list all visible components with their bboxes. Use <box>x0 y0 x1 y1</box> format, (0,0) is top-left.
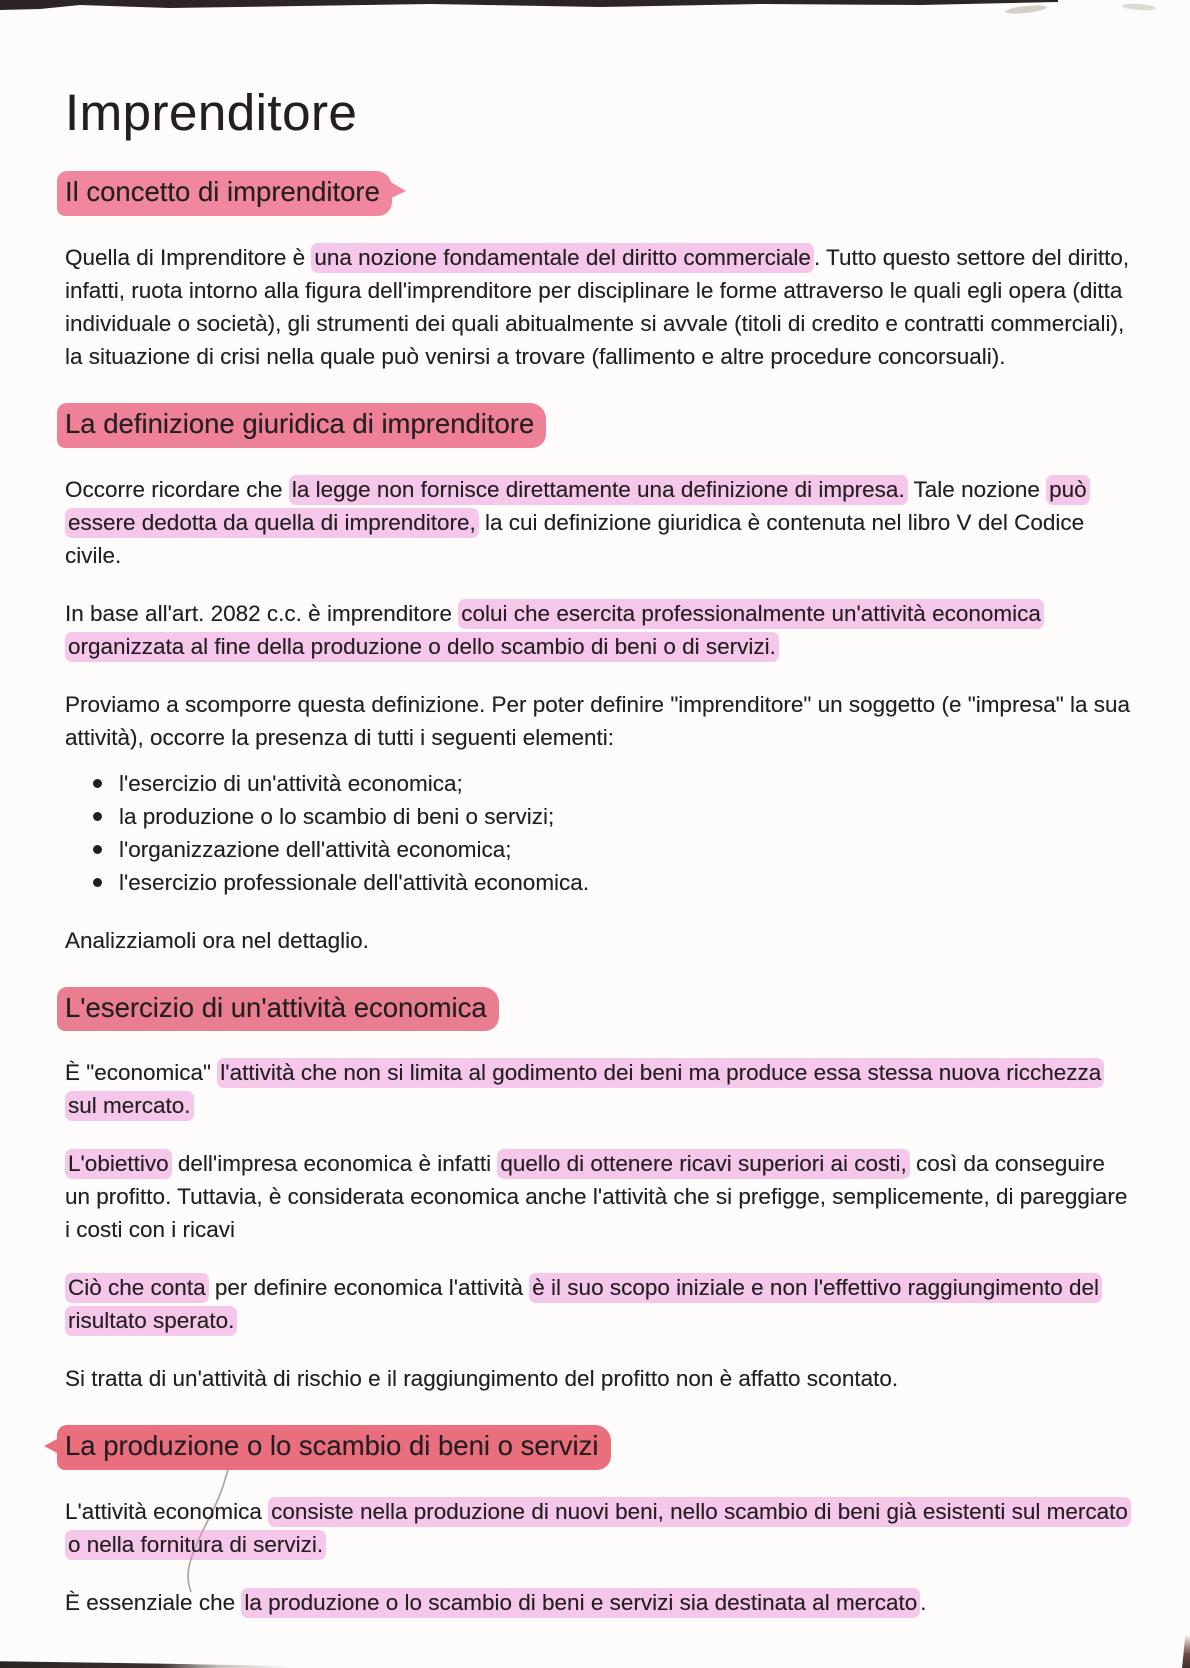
text-run: la cui definizione giuridica è contenuta nel libro V del Codice civile. <box>65 509 1085 568</box>
text-run: così da conseguire un profitto. Tuttavia, è considerata economica anche l'attività che si prefigge, semplicemente, di pareggiare i costi con i ricavi <box>65 1151 1128 1243</box>
highlighted-text: è il suo scopo iniziale e non l'effettivo raggiungimento del risultato sperato. <box>65 1273 1102 1336</box>
paragraph <box>65 1586 1131 1619</box>
paragraph <box>65 1362 1131 1395</box>
text-run: . Tutto questo settore del diritto, infatti, ruota intorno alla figura dell'imprenditore per disciplinare le forme attraverso le quali egli opera (ditta individuale o società), gli strumenti dei quali abitualmente si avvale (titoli di credito e contratti commerciali), la situazione di crisi nella quale può venirsi a trovare (fallimento e altre procedure concorsuali). <box>65 244 1130 369</box>
text-run: Occorre ricordare che <box>65 476 289 502</box>
paragraph <box>65 1271 1131 1337</box>
scan-edge-artifact-top <box>0 0 1058 10</box>
text-run: Proviamo a scomporre questa definizione. Per poter definire "imprenditore" un soggetto (e "impresa" la sua attività), occorre la presenza di tutti i seguenti elementi: <box>65 691 1130 750</box>
paragraph <box>65 924 1131 957</box>
scan-edge-artifact-bottom-left <box>0 1660 290 1668</box>
highlighted-text: quello di ottenere ricavi superiori ai costi, <box>497 1149 909 1179</box>
text-run: È essenziale che <box>65 1590 242 1616</box>
text-run: In base all'art. 2082 c.c. è imprenditore <box>65 600 459 626</box>
highlighted-text: può essere dedotta da quella di imprenditore, <box>65 475 1090 538</box>
heading-marker-highlight: La definizione giuridica di imprenditore <box>57 403 546 448</box>
text-run: Si tratta di un'attività di rischio e il raggiungimento del profitto non è affatto scontato. <box>65 1366 899 1392</box>
highlighted-text: la legge non fornisce direttamente una definizione di impresa. <box>289 475 908 505</box>
paragraph <box>65 241 1131 373</box>
highlighted-text: L'obiettivo <box>65 1149 172 1179</box>
list-item: l'esercizio di un'attività economica; <box>91 767 1131 800</box>
heading-marker-highlight: Il concetto di imprenditore <box>57 171 392 216</box>
section-heading <box>65 1425 1131 1470</box>
bullet-list <box>91 767 1131 899</box>
list-item: la produzione o lo scambio di beni o servizi; <box>91 800 1131 833</box>
highlighted-text: una nozione fondamentale del diritto commerciale <box>311 243 814 273</box>
text-run: . <box>920 1590 927 1616</box>
highlighted-text: Ciò che conta <box>65 1273 209 1303</box>
paragraph <box>65 1056 1131 1122</box>
section-heading <box>65 987 1131 1032</box>
heading-marker-highlight: L'esercizio di un'attività economica <box>57 987 499 1032</box>
document-content <box>65 84 1131 1619</box>
text-run: Analizziamoli ora nel dettaglio. <box>65 927 369 953</box>
highlighted-text: colui che esercita professionalmente un'attività economica organizzata al fine della produzione o dello scambio di beni o di servizi. <box>65 599 1044 662</box>
highlighted-text: l'attività che non si limita al godimento dei beni ma produce essa stessa nuova ricchezza sul mercato. <box>65 1058 1104 1121</box>
scan-smudge <box>1122 3 1156 11</box>
text-run: Tale nozione <box>907 476 1047 502</box>
paragraph <box>65 1147 1131 1246</box>
text-run: È "economica" <box>65 1060 218 1086</box>
section-heading <box>65 403 1131 448</box>
text-run: Quella di Imprenditore è <box>65 244 312 270</box>
section-heading <box>65 171 1131 216</box>
list-item: l'esercizio professionale dell'attività economica. <box>91 866 1131 899</box>
highlighted-text: la produzione o lo scambio di beni e servizi sia destinata al mercato <box>241 1588 920 1618</box>
text-run: L'attività economica <box>65 1499 269 1525</box>
text-run: dell'impresa economica è infatti <box>171 1151 498 1177</box>
list-item: l'organizzazione dell'attività economica; <box>91 833 1131 866</box>
scan-edge-artifact-bottom-right <box>1182 1634 1190 1668</box>
heading-marker-highlight: La produzione o lo scambio di beni o servizi <box>57 1425 611 1470</box>
text-run: per definire economica l'attività <box>208 1275 530 1301</box>
page-title: Imprenditore <box>65 84 358 141</box>
paragraph <box>65 1495 1131 1561</box>
paragraph <box>65 688 1131 754</box>
scan-smudge <box>1005 4 1048 15</box>
highlighted-text: consiste nella produzione di nuovi beni, nello scambio di beni già esistenti sul mercato o nella fornitura di servizi. <box>65 1497 1131 1560</box>
paragraph <box>65 597 1131 663</box>
paragraph <box>65 473 1131 572</box>
